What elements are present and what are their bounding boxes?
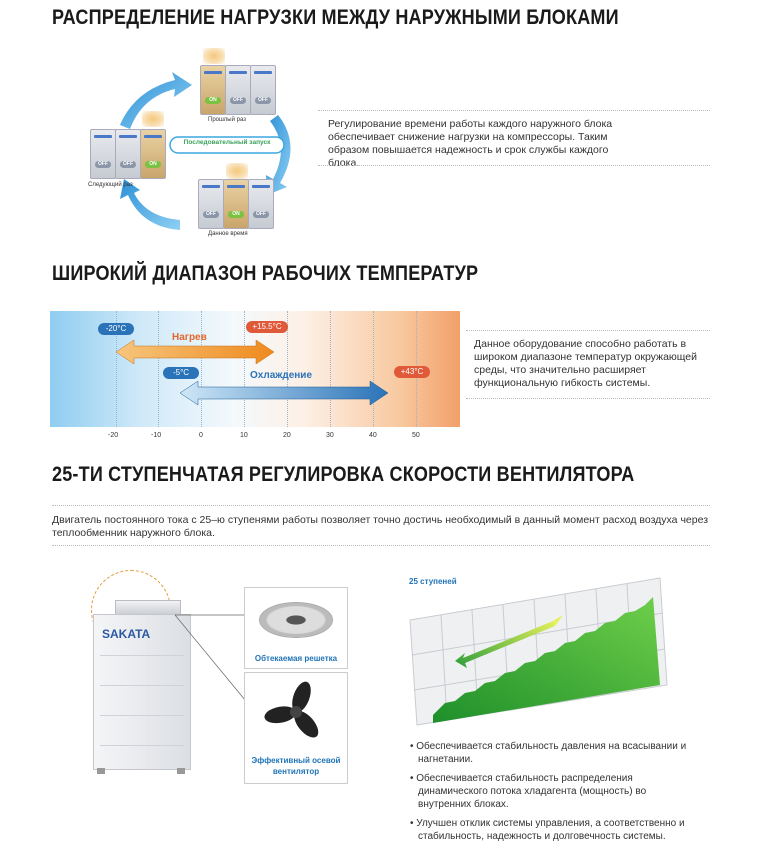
outdoor-unit-off: OFF xyxy=(115,129,141,179)
fan-benefits-list xyxy=(410,740,700,849)
callout-lines xyxy=(170,585,250,705)
grille-icon xyxy=(259,602,333,638)
caption-current: Данное время xyxy=(208,231,248,237)
tick-label: 20 xyxy=(283,432,291,439)
outdoor-unit-off: OFF xyxy=(248,179,274,229)
cool-min-badge: -5°C xyxy=(163,367,199,379)
temp-description: Данное оборудование способно работать в широком диапазоне температур окружающей среды, что значительно расширяет функциональную гибкость системы. xyxy=(474,338,698,389)
grille-panel xyxy=(244,587,348,669)
tick-label: 30 xyxy=(326,432,334,439)
list-item: • Обеспечивается стабильность давления на всасывании и нагнетании. xyxy=(410,741,687,765)
load-distribution-diagram xyxy=(80,45,310,240)
tick-label: -20 xyxy=(108,432,119,439)
heat-min-badge: -20°C xyxy=(98,323,134,335)
cooling-label: Охлаждение xyxy=(250,370,313,381)
heating-range-arrow xyxy=(116,340,274,364)
grille-label: Обтекаемая решетка xyxy=(254,654,338,663)
steps-label: 25 ступеней xyxy=(409,577,457,586)
temperature-range-chart xyxy=(50,311,460,427)
outdoor-unit-on: ON xyxy=(223,179,249,229)
heating-label: Нагрев xyxy=(172,332,207,343)
fan-steps-chart xyxy=(405,575,670,735)
load-description: Регулирование времени работы каждого наружного блока обеспечивает снижение нагрузки на компрессоры. Таким образом повышается надежность и срок службы каждого блока. xyxy=(328,118,613,169)
tick-label: 40 xyxy=(369,432,377,439)
fan-panel xyxy=(244,672,348,784)
brand-logo: SAKATA xyxy=(102,627,151,641)
cool-max-badge: +43°C xyxy=(394,366,430,378)
list-item: • Улучшен отклик системы управления, а соответственно и стабильность, надежность и долговечность системы. xyxy=(410,818,685,842)
outdoor-unit-off: OFF xyxy=(250,65,276,115)
tick-label: 50 xyxy=(412,432,420,439)
section-title-load: РАСПРЕДЕЛЕНИЕ НАГРУЗКИ МЕЖДУ НАРУЖНЫМИ БЛОКАМИ xyxy=(52,6,619,29)
outdoor-unit-on: ON xyxy=(200,65,226,115)
caption-next: Следующий раз xyxy=(88,182,133,188)
list-item: • Обеспечивается стабильность распределения динамического потока хладагента (мощность) во внутренних блоках. xyxy=(410,773,647,810)
heat-max-badge: +15.5°C xyxy=(246,321,288,333)
tick-label: 10 xyxy=(240,432,248,439)
tick-label: -10 xyxy=(151,432,162,439)
outdoor-unit-off: OFF xyxy=(90,129,116,179)
section-title-temp: ШИРОКИЙ ДИАПАЗОН РАБОЧИХ ТЕМПЕРАТУР xyxy=(52,262,479,285)
outdoor-unit-on: ON xyxy=(140,129,166,179)
outdoor-unit-off: OFF xyxy=(198,179,224,229)
outdoor-unit-off: OFF xyxy=(225,65,251,115)
tick-label: 0 xyxy=(199,432,203,439)
section-title-fan: 25-ТИ СТУПЕНЧАТАЯ РЕГУЛИРОВКА СКОРОСТИ ВЕНТИЛЯТОРА xyxy=(52,463,635,486)
caption-previous: Прошлый раз xyxy=(208,117,246,123)
fan-description: Двигатель постоянного тока с 25–ю ступенями работы позволяет точно достичь необходимый в данный момент расход воздуха через теплообменник наружного блока. xyxy=(52,514,709,539)
fan-label: Эффективный осевой вентилятор xyxy=(251,756,341,776)
cooling-range-arrow xyxy=(180,381,388,405)
sequential-start-label: Последовательный запуск xyxy=(183,139,271,146)
axial-fan-icon xyxy=(263,679,329,745)
